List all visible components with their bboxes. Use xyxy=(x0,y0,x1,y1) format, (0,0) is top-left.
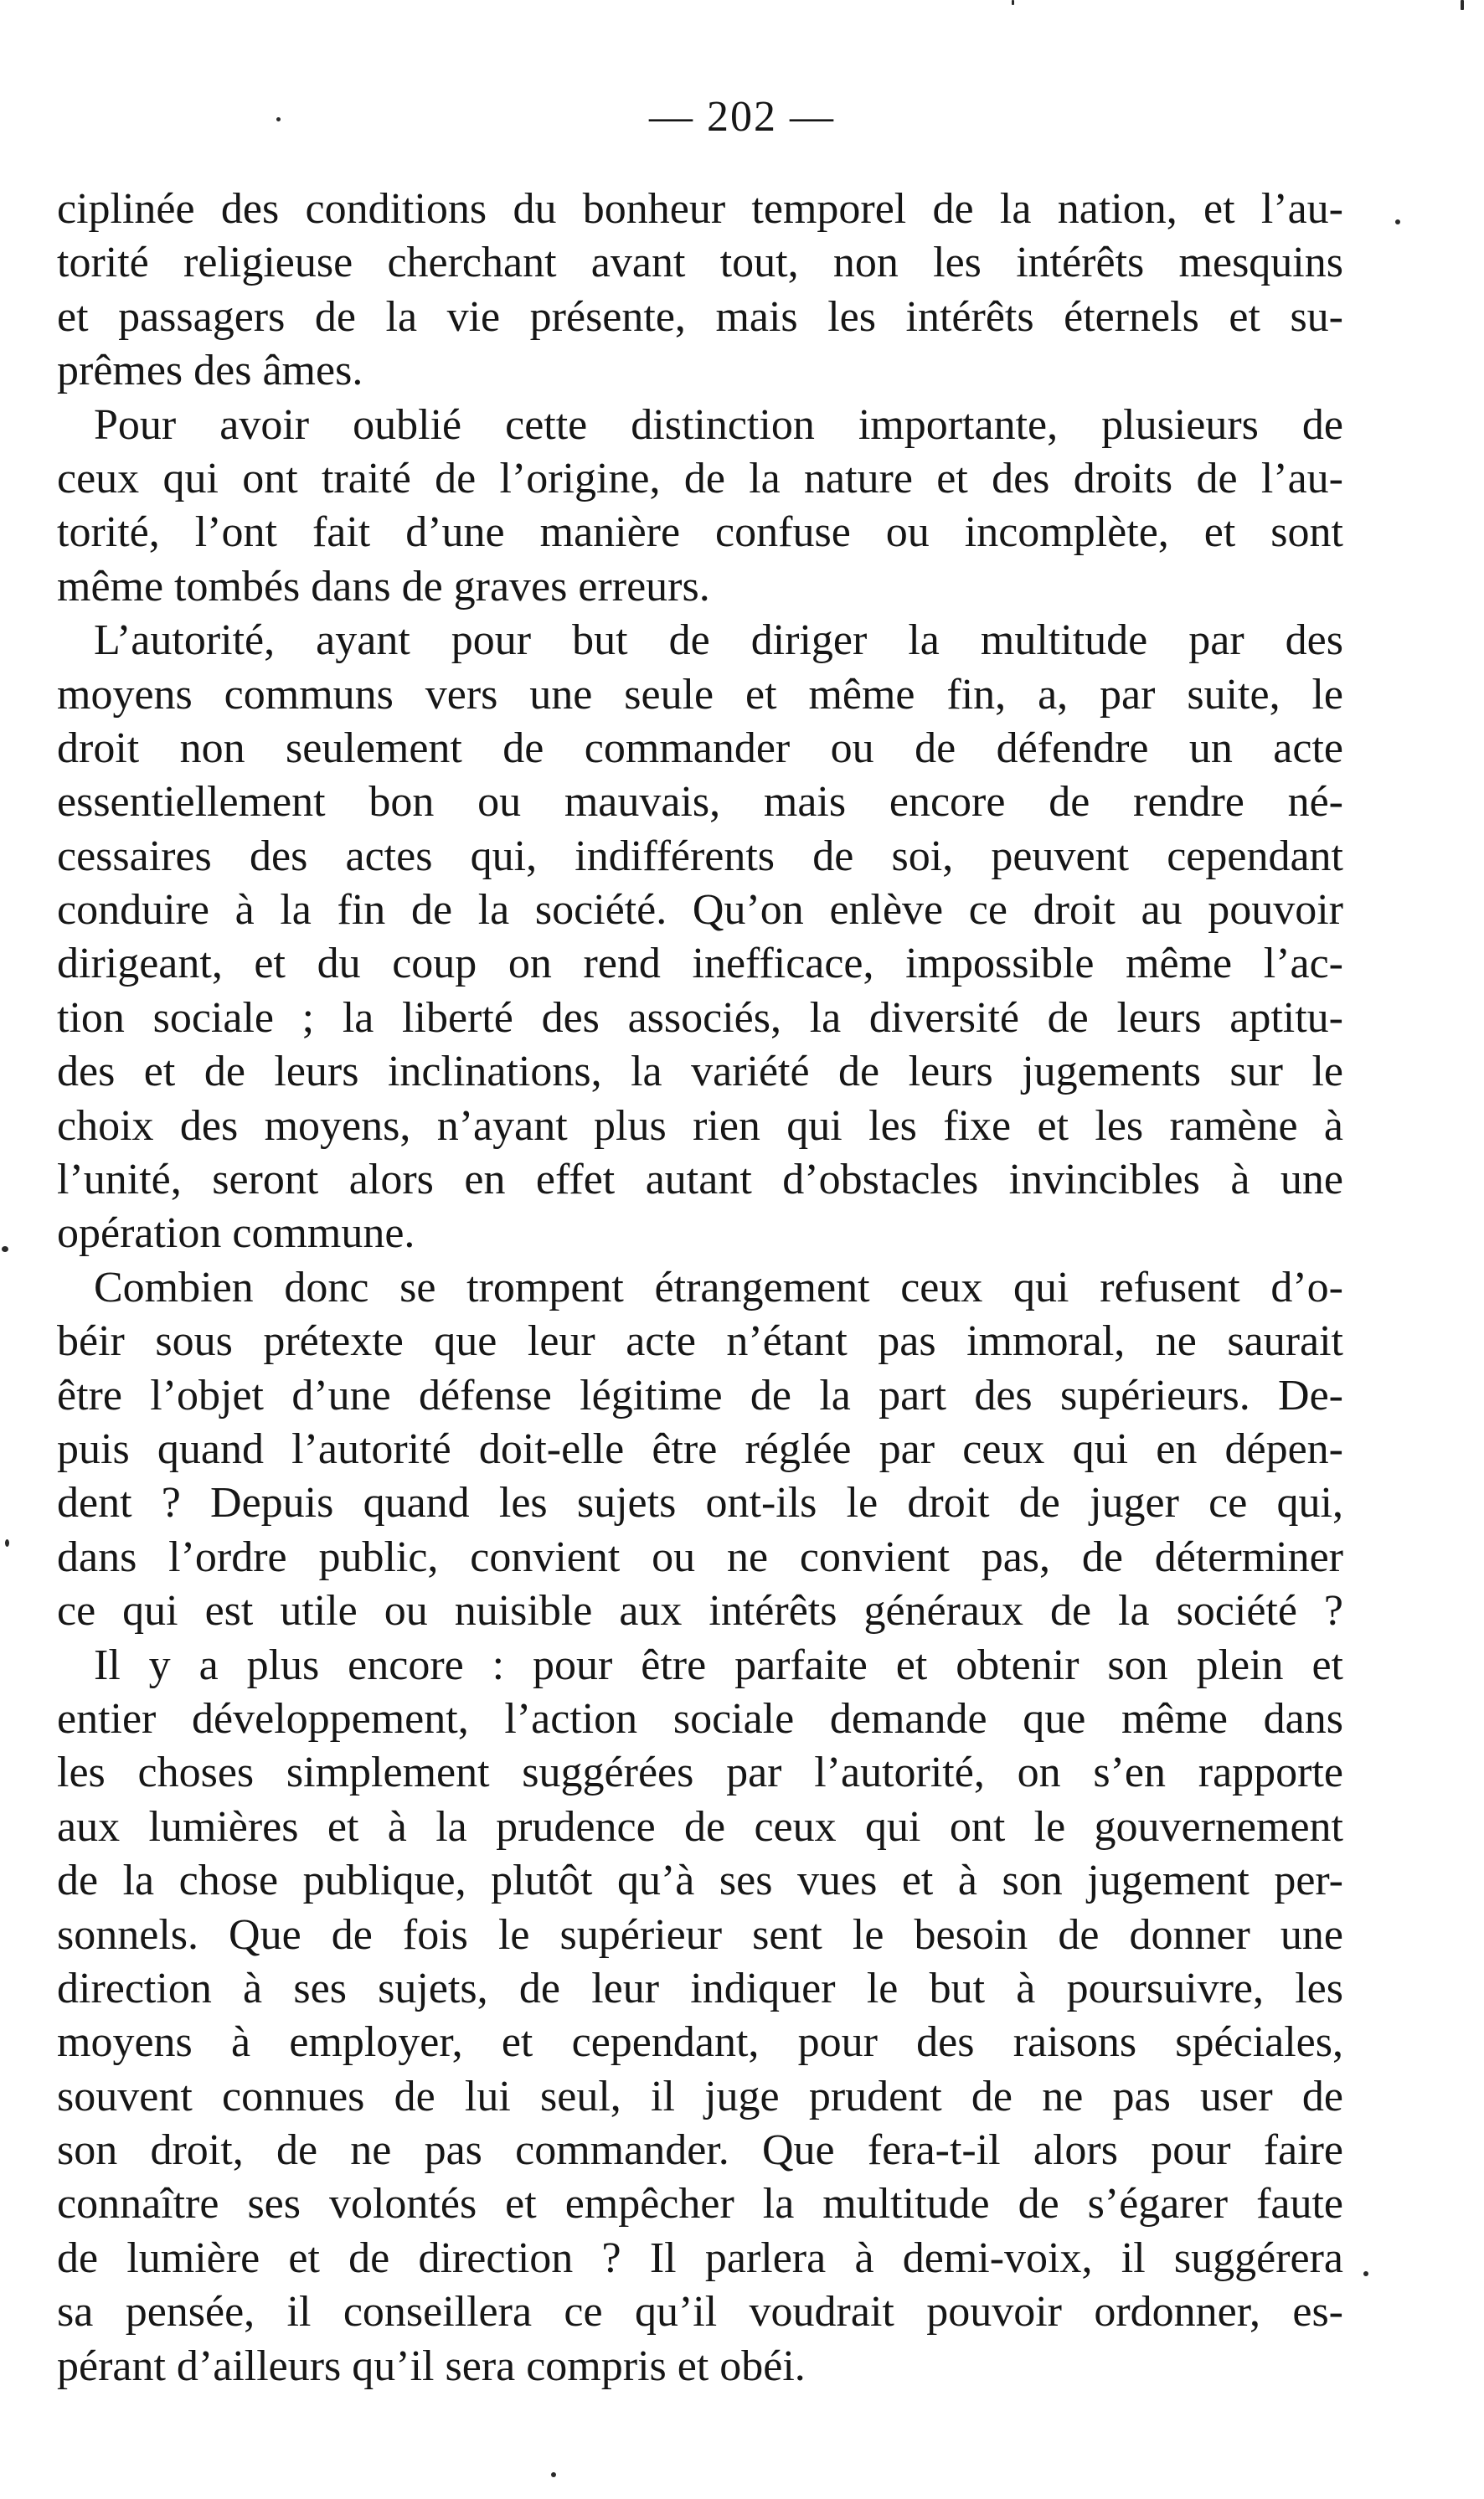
paragraph-5 xyxy=(57,1639,1343,2393)
paragraph-2 xyxy=(57,399,1343,615)
scan-speck xyxy=(1461,0,1464,10)
text-line: essentiellement bon ou mauvais, mais encore de rendre né- xyxy=(57,778,1343,827)
text-line: souvent connues de lui seul, il juge prudent de ne pas user de xyxy=(57,2072,1343,2120)
text-line: dirigeant, et du coup on rend inefficace, impossible même l’ac- xyxy=(57,940,1343,988)
text-line: les choses simplement suggérées par l’autorité, on s’en rapporte xyxy=(57,1749,1343,1797)
scan-speck xyxy=(1012,0,1014,5)
scan-speck xyxy=(1395,219,1400,224)
text-line: tion sociale ; la liberté des associés, la diversité de leurs aptitu- xyxy=(57,993,1343,1042)
text-line: moyens à employer, et cependant, pour des raisons spéciales, xyxy=(57,2018,1343,2067)
text-line: puis quand l’autorité doit-elle être réglée par ceux qui en dépen- xyxy=(57,1425,1343,1473)
text-line: l’unité, seront alors en effet autant d’obstacles invincibles à une xyxy=(57,1156,1343,1204)
text-line: ciplinée des conditions du bonheur temporel de la nation, et l’au- xyxy=(57,185,1343,233)
text-line: sa pensée, il conseillera ce qu’il voudrait pouvoir ordonner, es- xyxy=(57,2288,1343,2337)
text-line: Combien donc se trompent étrangement ceux qui refusent d’o- xyxy=(94,1263,1343,1311)
text-line: des et de leurs inclinations, la variété de leurs jugements sur le xyxy=(57,1048,1343,1096)
text-line: dans l’ordre public, convient ou ne convient pas, de déterminer xyxy=(57,1533,1343,1581)
body-text xyxy=(57,183,1343,2393)
scan-speck xyxy=(276,117,281,121)
text-line: de la chose publique, plutôt qu’à ses vues et à son jugement per- xyxy=(57,1857,1343,1905)
text-line: dent ? Depuis quand les sujets ont-ils le droit de juger ce qui, xyxy=(57,1479,1343,1528)
text-line: moyens communs vers une seule et même fin, a, par suite, le xyxy=(57,670,1343,719)
text-line: prêmes des âmes. xyxy=(57,347,363,395)
text-line: torité religieuse cherchant avant tout, non les intérêts mesquins xyxy=(57,239,1343,287)
text-line: son droit, de ne pas commander. Que fera-t-il alors pour faire xyxy=(57,2126,1343,2175)
text-line: ce qui est utile ou nuisible aux intérêts généraux de la société ? xyxy=(57,1587,1343,1636)
text-line: sonnels. Que de fois le supérieur sent le besoin de donner une xyxy=(57,1910,1343,1959)
text-line: aux lumières et à la prudence de ceux qui ont le gouvernement xyxy=(57,1802,1343,1851)
text-line: entier développement, l’action sociale demande que même dans xyxy=(57,1694,1343,1743)
text-line: L’autorité, ayant pour but de diriger la multitude par des xyxy=(94,616,1343,665)
paragraph-1 xyxy=(57,183,1343,399)
text-line: Il y a plus encore : pour être parfaite et obtenir son plein et xyxy=(94,1641,1343,1689)
text-line: conduire à la fin de la société. Qu’on enlève ce droit au pouvoir xyxy=(57,886,1343,935)
text-line: de lumière et de direction ? Il parlera à demi-voix, il suggérera xyxy=(57,2234,1343,2282)
text-line: ceux qui ont traité de l’origine, de la nature et des droits de l’au- xyxy=(57,454,1343,502)
text-line: et passagers de la vie présente, mais les intérêts éternels et su- xyxy=(57,292,1343,341)
paragraph-4 xyxy=(57,1261,1343,1639)
text-line: choix des moyens, n’ayant plus rien qui les fixe et les ramène à xyxy=(57,1101,1343,1150)
text-line: opération commune. xyxy=(57,1209,415,1258)
text-line: cessaires des actes qui, indifférents de soi, peuvent cependant xyxy=(57,832,1343,880)
scan-speck xyxy=(2,1246,8,1252)
text-line: torité, l’ont fait d’une manière confuse ou incomplète, et sont xyxy=(57,508,1343,557)
text-line: droit non seulement de commander ou de défendre un acte xyxy=(57,724,1343,772)
text-line: pérant d’ailleurs qu’il sera compris et obéi. xyxy=(57,2342,806,2390)
scan-speck xyxy=(5,1539,9,1547)
paragraph-3 xyxy=(57,614,1343,1261)
text-line: direction à ses sujets, de leur indiquer le but à poursuivre, les xyxy=(57,1964,1343,2012)
text-line: être l’objet d’une défense légitime de la part des supérieurs. De- xyxy=(57,1371,1343,1420)
text-line: connaître ses volontés et empêcher la multitude de s’égarer faute xyxy=(57,2180,1343,2228)
text-line: Pour avoir oublié cette distinction importante, plusieurs de xyxy=(94,400,1343,449)
text-line: béir sous prétexte que leur acte n’étant pas immoral, ne saurait xyxy=(57,1317,1343,1366)
scan-speck xyxy=(1363,2271,1368,2276)
scan-speck xyxy=(551,2472,556,2477)
text-line: même tombés dans de graves erreurs. xyxy=(57,562,710,611)
page-number: — 202 — xyxy=(649,93,835,141)
